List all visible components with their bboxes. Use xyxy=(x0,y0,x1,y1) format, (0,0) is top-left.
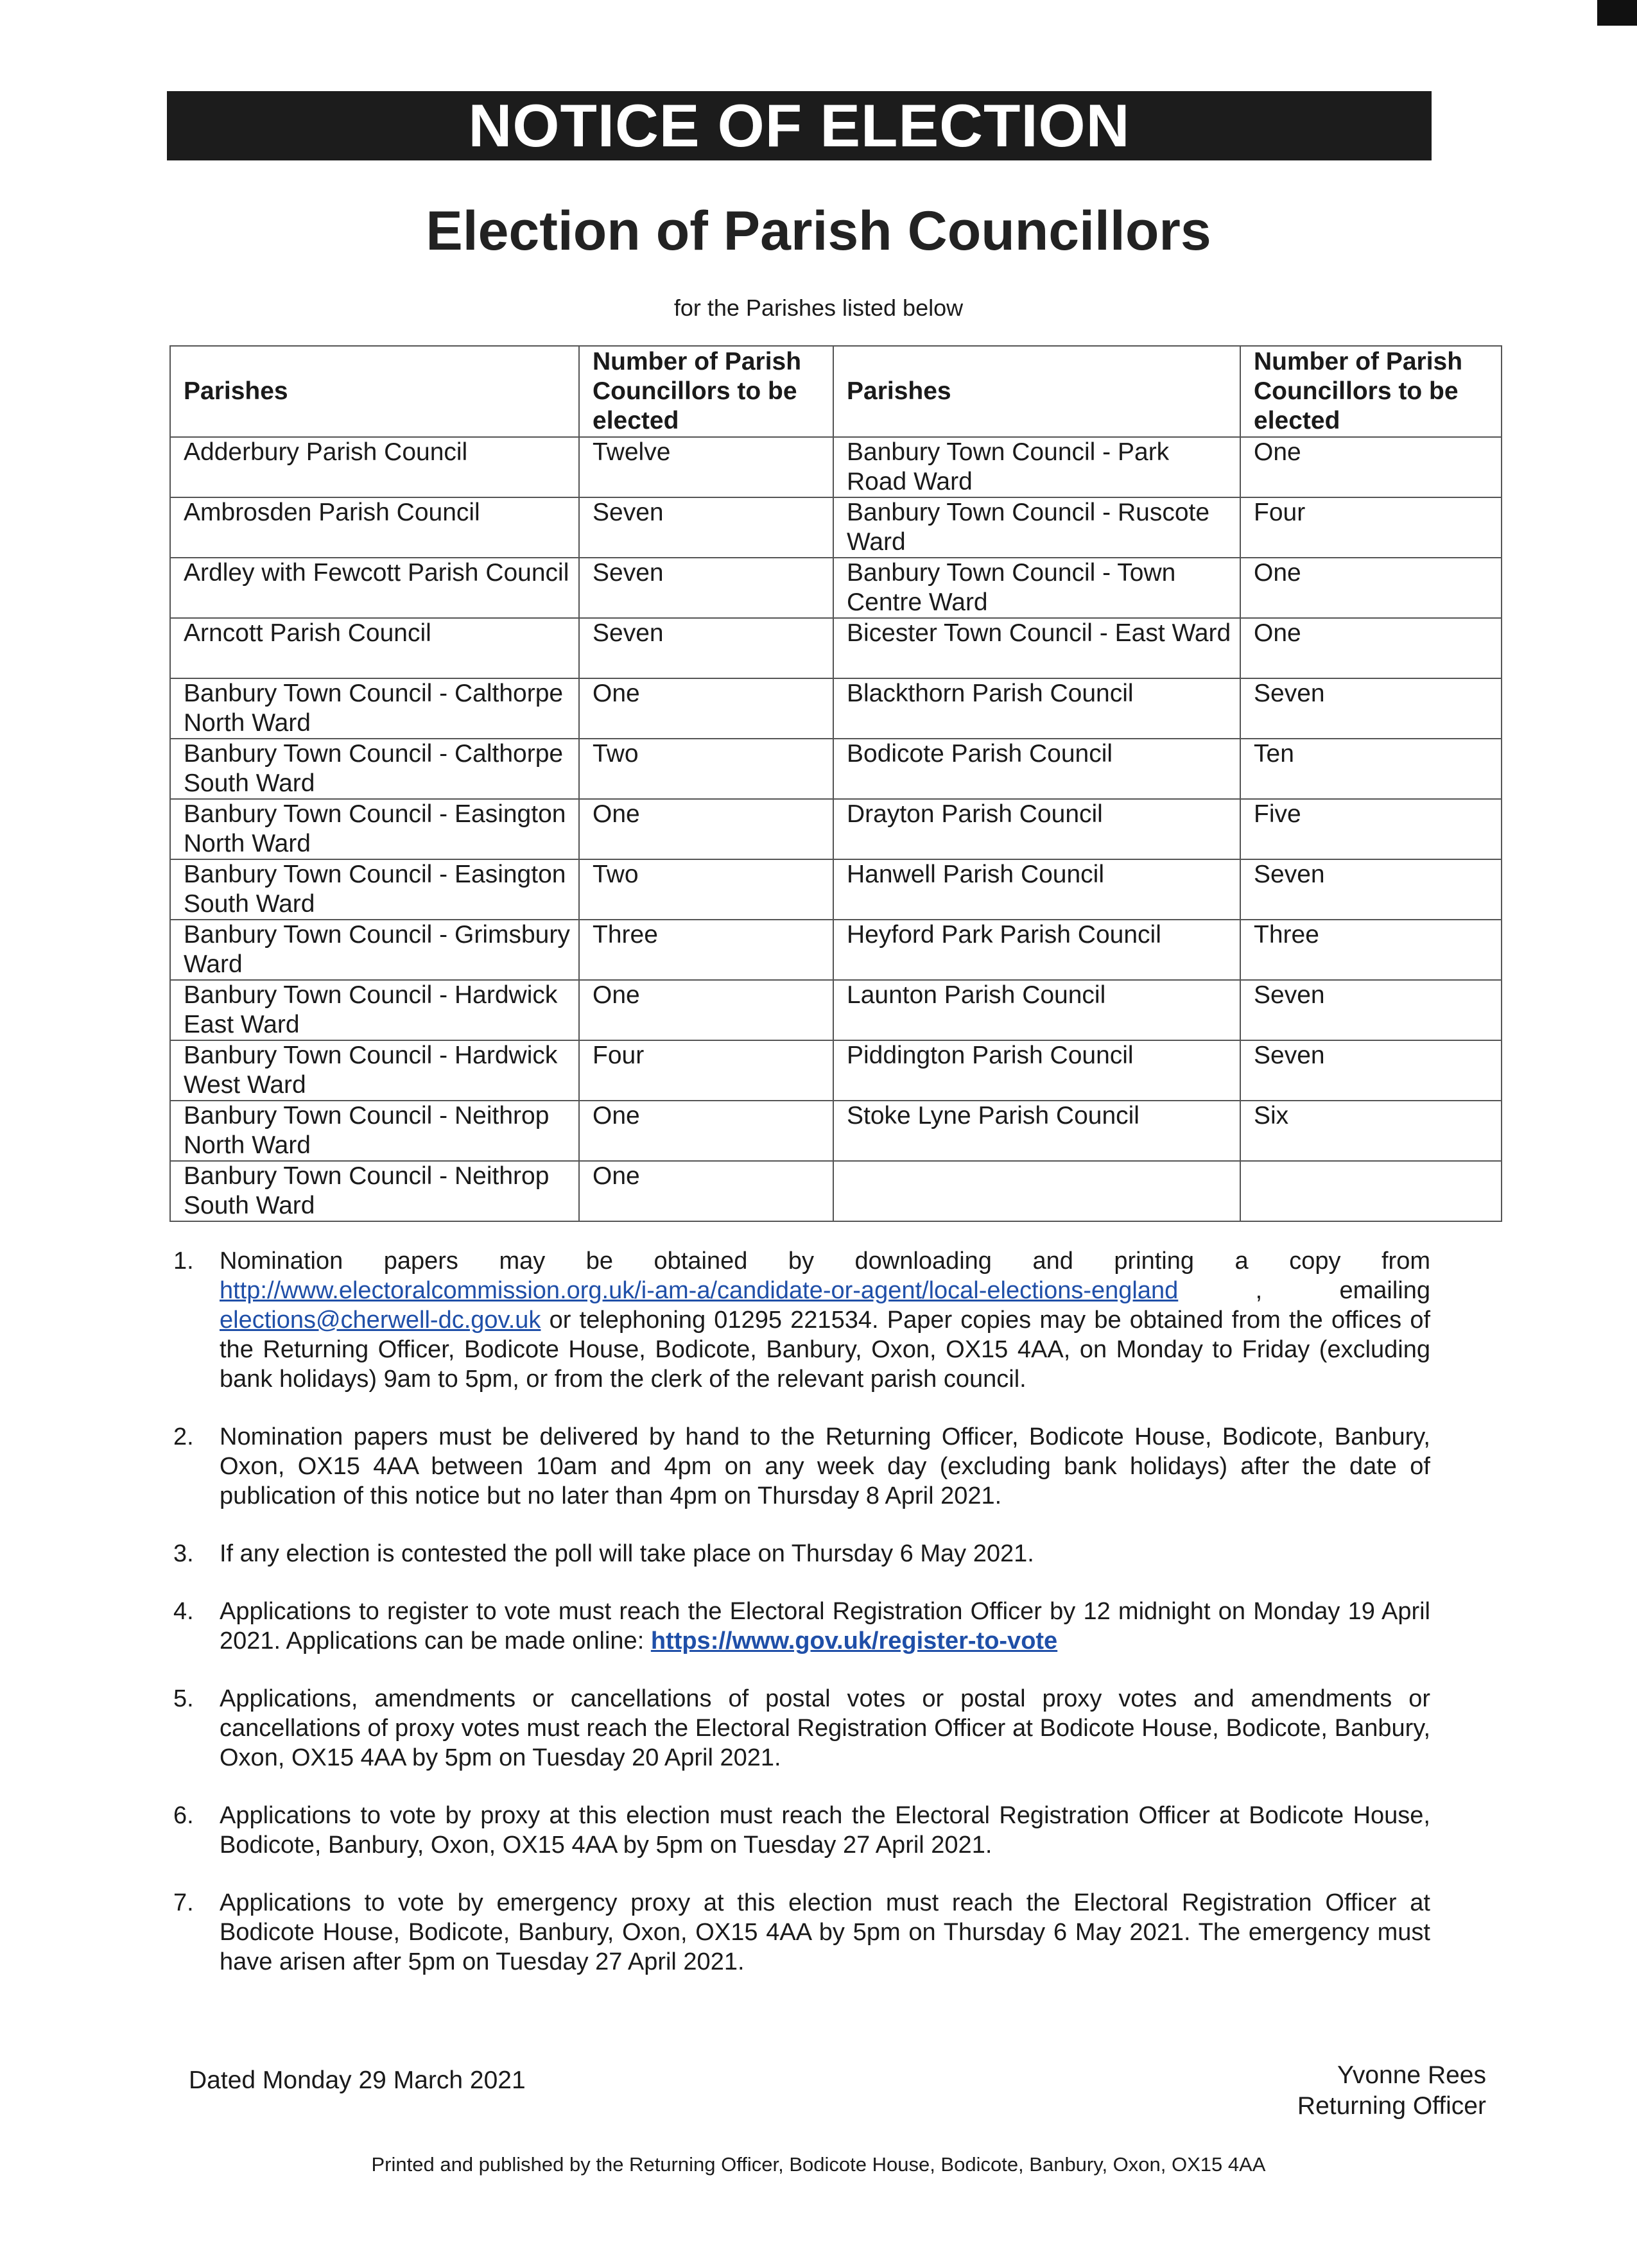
councillor-count-cell: Seven xyxy=(579,558,833,618)
parish-name-cell: Arncott Parish Council xyxy=(170,618,579,678)
parish-name-cell: Bodicote Parish Council xyxy=(833,739,1240,799)
column-header-parishes: Parishes xyxy=(833,346,1240,437)
councillor-count-cell: One xyxy=(579,799,833,859)
scan-edge-mark xyxy=(1597,0,1637,26)
note-number: 2. xyxy=(173,1423,194,1450)
table-row xyxy=(170,678,1502,739)
imprint-footer: Printed and published by the Returning Officer, Bodicote House, Bodicote, Banbury, Oxon, OX15 4AA xyxy=(371,2153,1266,2176)
parish-name-cell: Hanwell Parish Council xyxy=(833,859,1240,920)
parish-name-cell: Launton Parish Council xyxy=(833,980,1240,1040)
parish-name-cell: Drayton Parish Council xyxy=(833,799,1240,859)
page-subtitle: for the Parishes listed below xyxy=(673,295,964,321)
councillor-count-cell: Three xyxy=(1240,920,1502,980)
parish-name-cell xyxy=(833,1161,1240,1221)
parish-name-cell: Adderbury Parish Council xyxy=(170,437,579,497)
note-text: or telephoning 01295 221534. Paper copies may be obtained from the offices of the Returning Officer, Bodicote House, Bodicote, Banbury, Oxon, OX15 4AA, on Monday to Friday (excluding bank holidays) 9am to 5pm, or from the clerk of the relevant parish council. xyxy=(220,1307,1431,1393)
note-number: 3. xyxy=(173,1540,194,1567)
register-to-vote-link[interactable]: https://www.gov.uk/register-to-vote xyxy=(650,1628,1058,1654)
note-number: 5. xyxy=(173,1685,194,1712)
parish-name-cell: Piddington Parish Council xyxy=(833,1040,1240,1101)
councillor-count-cell: One xyxy=(1240,437,1502,497)
councillor-count-cell: Seven xyxy=(1240,980,1502,1040)
table-row xyxy=(170,1101,1502,1161)
note-text: Applications to vote by emergency proxy at this election must reach the Electoral Registration Officer at Bodicote House, Bodicote, Banbury, Oxon, OX15 4AA by 5pm on Thursday 6 May 2021. The emergency must have arisen after 5pm on Tuesday 27 April 2021. xyxy=(220,1889,1430,1975)
note-number: 6. xyxy=(173,1802,194,1829)
note-number: 4. xyxy=(173,1598,194,1625)
councillor-count-cell: Seven xyxy=(1240,859,1502,920)
parish-name-cell: Ardley with Fewcott Parish Council xyxy=(170,558,579,618)
parish-name-cell: Heyford Park Parish Council xyxy=(833,920,1240,980)
councillor-count-cell: Four xyxy=(579,1040,833,1101)
councillor-count-cell: Seven xyxy=(579,618,833,678)
table-row xyxy=(170,437,1502,497)
parish-name-cell: Bicester Town Council - East Ward xyxy=(833,618,1240,678)
councillor-count-cell: Two xyxy=(579,739,833,799)
councillor-count-cell: One xyxy=(579,980,833,1040)
note-text: Applications to register to vote must reach the Electoral Registration Officer by 12 midnight on Monday 19 April 2021. Applications can be made online: xyxy=(220,1598,1430,1654)
note-text: Applications, amendments or cancellations of postal votes or postal proxy votes and amendments or cancellations of proxy votes must reach the Electoral Registration Officer at Bodicote House, Bodicote, Banbury, Oxon, OX15 4AA by 5pm on Tuesday 20 April 2021. xyxy=(220,1685,1430,1771)
table-row xyxy=(170,1040,1502,1101)
parish-name-cell: Banbury Town Council - Town Centre Ward xyxy=(833,558,1240,618)
parish-name-cell: Blackthorn Parish Council xyxy=(833,678,1240,739)
note-text: , emailing xyxy=(1255,1277,1430,1304)
parish-name-cell: Banbury Town Council - Park Road Ward xyxy=(833,437,1240,497)
signatory-name: Yvonne Rees xyxy=(1337,2061,1486,2089)
councillor-count-cell: One xyxy=(579,1101,833,1161)
table-row xyxy=(170,980,1502,1040)
parish-name-cell: Banbury Town Council - Easington North Ward xyxy=(170,799,579,859)
councillor-count-cell: Seven xyxy=(1240,1040,1502,1101)
councillor-count-cell xyxy=(1240,1161,1502,1221)
note-text: If any election is contested the poll will take place on Thursday 6 May 2021. xyxy=(220,1540,1034,1567)
councillor-count-cell: One xyxy=(579,1161,833,1221)
councillor-count-cell: One xyxy=(1240,558,1502,618)
parish-name-cell: Banbury Town Council - Calthorpe North Ward xyxy=(170,678,579,739)
table-body xyxy=(170,437,1502,1221)
list-item xyxy=(168,1684,1430,1773)
parish-name-cell: Banbury Town Council - Neithrop South Ward xyxy=(170,1161,579,1221)
table-row xyxy=(170,859,1502,920)
column-header-councillors: Number of Parish Councillors to be elected xyxy=(579,346,833,437)
list-item xyxy=(168,1888,1430,1977)
councillor-count-cell: Ten xyxy=(1240,739,1502,799)
parish-name-cell: Banbury Town Council - Hardwick East Ward xyxy=(170,980,579,1040)
parish-name-cell: Banbury Town Council - Calthorpe South Ward xyxy=(170,739,579,799)
table-row xyxy=(170,497,1502,558)
signoff-block xyxy=(1297,2060,1486,2122)
notes-list xyxy=(168,1246,1430,2005)
table-row xyxy=(170,558,1502,618)
table-row xyxy=(170,920,1502,980)
parish-name-cell: Banbury Town Council - Ruscote Ward xyxy=(833,497,1240,558)
councillor-count-cell: One xyxy=(1240,618,1502,678)
column-header-councillors: Number of Parish Councillors to be elected xyxy=(1240,346,1502,437)
table-header-row xyxy=(170,346,1502,437)
note-text: Nomination papers must be delivered by hand to the Returning Officer, Bodicote House, Bodicote, Banbury, Oxon, OX15 4AA between 10am and 4pm on any week day (excluding bank holidays) after the date of publication of this notice but no later than 4pm on Thursday 8 April 2021. xyxy=(220,1423,1430,1509)
councillor-count-cell: Six xyxy=(1240,1101,1502,1161)
electoral-commission-link[interactable]: http://www.electoralcommission.org.uk/i-am-a/candidate-or-agent/local-elections-england xyxy=(220,1277,1179,1304)
parish-name-cell: Ambrosden Parish Council xyxy=(170,497,579,558)
column-header-parishes: Parishes xyxy=(170,346,579,437)
councillor-count-cell: Five xyxy=(1240,799,1502,859)
parish-name-cell: Banbury Town Council - Neithrop North Ward xyxy=(170,1101,579,1161)
note-text: Applications to vote by proxy at this election must reach the Electoral Registration Officer at Bodicote House, Bodicote, Banbury, Oxon, OX15 4AA by 5pm on Tuesday 27 April 2021. xyxy=(220,1802,1430,1859)
notice-banner: NOTICE OF ELECTION xyxy=(167,91,1432,160)
parish-name-cell: Stoke Lyne Parish Council xyxy=(833,1101,1240,1161)
table-row xyxy=(170,1161,1502,1221)
list-item xyxy=(168,1246,1430,1394)
councillor-count-cell: Two xyxy=(579,859,833,920)
elections-email-link[interactable]: elections@cherwell-dc.gov.uk xyxy=(220,1307,541,1334)
parish-name-cell: Banbury Town Council - Grimsbury Ward xyxy=(170,920,579,980)
councillor-count-cell: Seven xyxy=(579,497,833,558)
parish-name-cell: Banbury Town Council - Hardwick West Ward xyxy=(170,1040,579,1101)
note-number: 1. xyxy=(173,1248,194,1275)
list-item xyxy=(168,1801,1430,1860)
signatory-role: Returning Officer xyxy=(1297,2092,1486,2120)
page-title: Election of Parish Councillors xyxy=(426,200,1211,262)
note-text: Nomination papers may be obtained by downloading and printing a copy from xyxy=(220,1248,1430,1275)
note-number: 7. xyxy=(173,1889,194,1916)
councillor-count-cell: Seven xyxy=(1240,678,1502,739)
list-item xyxy=(168,1422,1430,1511)
table-row xyxy=(170,618,1502,678)
parish-table xyxy=(169,345,1502,1222)
list-item xyxy=(168,1597,1430,1656)
councillor-count-cell: One xyxy=(579,678,833,739)
dated-line: Dated Monday 29 March 2021 xyxy=(189,2066,526,2094)
list-item xyxy=(168,1539,1430,1568)
councillor-count-cell: Twelve xyxy=(579,437,833,497)
councillor-count-cell: Four xyxy=(1240,497,1502,558)
councillor-count-cell: Three xyxy=(579,920,833,980)
table-row xyxy=(170,739,1502,799)
parish-name-cell: Banbury Town Council - Easington South Ward xyxy=(170,859,579,920)
table-row xyxy=(170,799,1502,859)
